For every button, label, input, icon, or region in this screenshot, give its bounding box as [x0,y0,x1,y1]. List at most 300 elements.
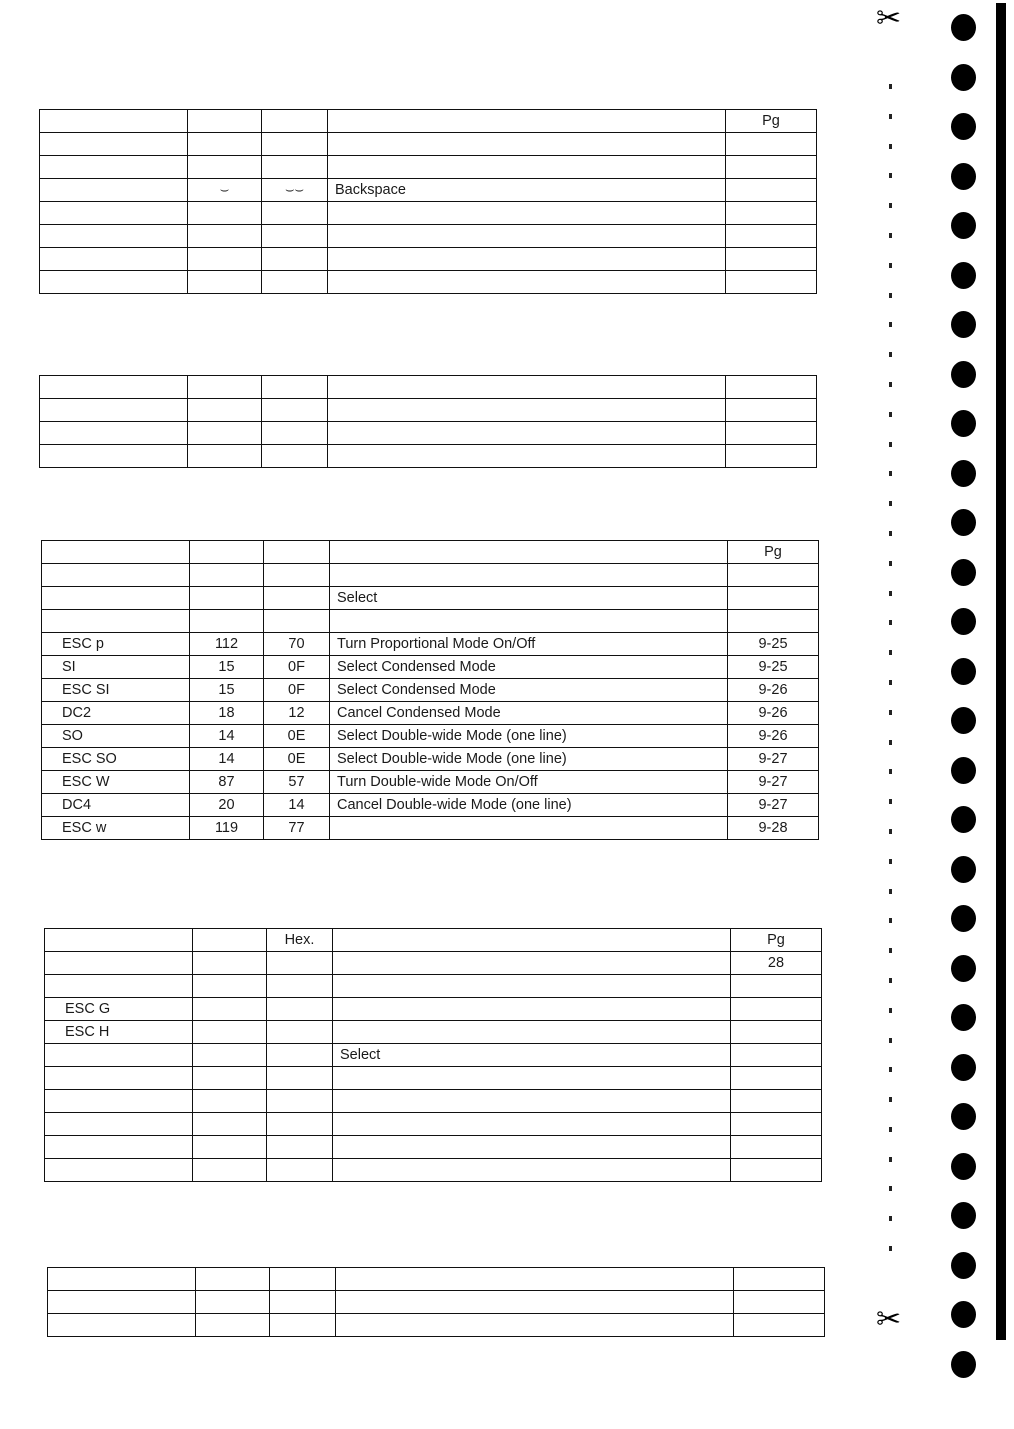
cell-desc: Turn Double-wide Mode On/Off [330,771,728,794]
cell-dec [188,399,262,422]
binder-hole-icon [951,1301,976,1328]
perforation-dot-icon [889,1008,892,1013]
table-row [45,1113,822,1136]
perforation-dot-icon [889,591,892,596]
cell-hex [264,564,330,587]
binder-hole-icon [951,658,976,685]
cell-pg [731,1090,822,1113]
cell-hex [262,248,328,271]
cell-dec: 14 [190,725,264,748]
perforation-dot-icon [889,203,892,208]
perforation-dot-icon [889,412,892,417]
binder-hole-icon [951,955,976,982]
cell-hex: 57 [264,771,330,794]
cell-dec: 15 [190,656,264,679]
cell-desc [328,156,726,179]
table-body [40,110,817,294]
cell-desc [328,445,726,468]
cell-desc [328,133,726,156]
cell-code: ESC p [42,633,190,656]
cell-pg [728,610,819,633]
table-row [42,564,819,587]
page-edge-bar [996,3,1006,1340]
cell-code [45,1044,193,1067]
cell-dec: 14 [190,748,264,771]
perforation-dot-icon [889,144,892,149]
cell-desc [330,817,728,840]
cell-code [48,1268,196,1291]
perforation-dot-icon [889,948,892,953]
perforation-dot-icon [889,1186,892,1191]
cell-hex [267,1159,333,1182]
cell-desc [333,998,731,1021]
cell-desc [328,225,726,248]
binder-hole-icon [951,1004,976,1031]
cell-desc: Select Condensed Mode [330,656,728,679]
table-row [45,952,822,975]
cell-desc [333,952,731,975]
cell-dec: 15 [190,679,264,702]
cell-desc [328,202,726,225]
cell-desc: Select Double-wide Mode (one line) [330,725,728,748]
table-cell [330,541,728,564]
table-cell [45,929,193,952]
table-row [48,1291,825,1314]
perforation-dot-icon [889,740,892,745]
cell-hex [262,202,328,225]
table-row [40,422,817,445]
table-row [40,179,817,202]
table-cell [262,110,328,133]
table-row [45,1044,822,1067]
table-body [48,1268,825,1337]
cell-dec [190,564,264,587]
hex-header: Hex. [267,929,333,952]
table-row [42,679,819,702]
table-row [45,1136,822,1159]
cell-code: ESC SO [42,748,190,771]
cell-pg [726,445,817,468]
cell-code [45,1067,193,1090]
cell-desc [328,399,726,422]
perforation-dot-icon [889,1246,892,1251]
cell-desc: Select Double-wide Mode (one line) [330,748,728,771]
cell-pg [726,399,817,422]
cell-hex [262,422,328,445]
cell-dec [193,998,267,1021]
cell-pg [731,1044,822,1067]
cell-pg: 9-26 [728,702,819,725]
command-table-5 [47,1267,825,1337]
cell-desc: Cancel Double-wide Mode (one line) [330,794,728,817]
command-table-4 [44,928,822,1182]
cell-dec [193,1021,267,1044]
cell-dec [196,1268,270,1291]
cell-hex [267,1136,333,1159]
perforation-dot-icon [889,918,892,923]
command-table-3 [41,540,819,840]
cell-desc [333,1113,731,1136]
cell-pg: 9-27 [728,748,819,771]
cell-desc [333,1090,731,1113]
table-row [48,1314,825,1337]
cell-dec: ⌣ [188,179,262,202]
table-header-row [45,929,822,952]
perforation-dot-icon [889,471,892,476]
table-row [42,656,819,679]
cell-hex [262,156,328,179]
cell-code: ESC SI [42,679,190,702]
binder-hole-icon [951,1153,976,1180]
cell-code: ESC H [45,1021,193,1044]
cell-pg: 9-25 [728,633,819,656]
perforation-dot-icon [889,293,892,298]
table-row [40,202,817,225]
binder-hole-icon [951,1252,976,1279]
perforation-dot-icon [889,531,892,536]
binder-hole-icon [951,856,976,883]
binder-hole-icon [951,64,976,91]
table-body [42,541,819,840]
cell-pg [726,271,817,294]
table-row [45,998,822,1021]
pg-header: Pg [731,929,822,952]
cell-code [45,1090,193,1113]
perforation-dot-icon [889,680,892,685]
cell-dec [188,422,262,445]
cell-code [45,952,193,975]
cell-code [42,564,190,587]
cell-pg [726,225,817,248]
cell-hex [262,271,328,294]
perforation-dot-icon [889,1216,892,1221]
binder-hole-icon [951,14,976,41]
cell-dec: 87 [190,771,264,794]
table-row [42,817,819,840]
table-row [40,133,817,156]
cell-dec [188,271,262,294]
cell-pg [734,1291,825,1314]
binder-hole-icon [951,361,976,388]
cell-hex [267,1044,333,1067]
cell-hex: 77 [264,817,330,840]
cell-code [40,133,188,156]
table-row [40,271,817,294]
cell-pg: 28 [731,952,822,975]
binder-hole-icon [951,1103,976,1130]
cell-desc: Cancel Condensed Mode [330,702,728,725]
binder-hole-icon [951,1351,976,1378]
table-row [40,156,817,179]
cell-desc [336,1268,734,1291]
perforation-dot-icon [889,829,892,834]
cell-pg [731,1159,822,1182]
table-row [42,702,819,725]
table-row [48,1268,825,1291]
table-cell [328,110,726,133]
cell-code [42,610,190,633]
table-cell [264,541,330,564]
cell-pg [734,1314,825,1337]
table-row [40,225,817,248]
cell-code: DC4 [42,794,190,817]
binder-hole-icon [951,757,976,784]
perforation-dot-icon [889,769,892,774]
cell-pg [726,133,817,156]
table-row [45,1090,822,1113]
cell-desc: Select [330,587,728,610]
perforation-dot-icon [889,114,892,119]
scissors-icon: ✂ [876,1303,902,1336]
cell-hex: 0F [264,679,330,702]
cell-hex [270,1291,336,1314]
cell-code [48,1291,196,1314]
cell-code: SI [42,656,190,679]
pg-header: Pg [726,110,817,133]
perforation-dot-icon [889,1127,892,1132]
cell-hex [270,1268,336,1291]
table-row [42,794,819,817]
cell-code [40,179,188,202]
cell-hex [267,975,333,998]
cell-hex [267,1021,333,1044]
perforation-dot-icon [889,889,892,894]
cell-dec [190,587,264,610]
table-header-row [42,541,819,564]
cell-code [40,225,188,248]
cell-pg [726,202,817,225]
table-row [42,610,819,633]
perforation-dot-icon [889,382,892,387]
binder-hole-icon [951,806,976,833]
perforation-dot-icon [889,1067,892,1072]
cell-desc: Backspace [328,179,726,202]
cell-pg [726,376,817,399]
cell-pg [726,156,817,179]
cell-hex [267,1090,333,1113]
cell-hex: 14 [264,794,330,817]
table-body [45,929,822,1182]
table-cell [40,110,188,133]
cell-dec [193,1113,267,1136]
cell-code: ESC w [42,817,190,840]
cell-code [45,1159,193,1182]
table-row [42,771,819,794]
cell-desc [333,1021,731,1044]
cell-hex [262,376,328,399]
table-row [42,725,819,748]
cell-dec [190,610,264,633]
perforation-dot-icon [889,233,892,238]
cell-code: SO [42,725,190,748]
cell-code: ESC W [42,771,190,794]
cell-dec [193,1090,267,1113]
cell-pg [731,1021,822,1044]
perforation-dot-icon [889,1097,892,1102]
cell-hex [267,998,333,1021]
table-row [45,975,822,998]
cell-desc [330,610,728,633]
cell-dec [188,133,262,156]
cell-pg [731,1067,822,1090]
table-body [40,376,817,468]
binder-hole-icon [951,113,976,140]
cell-hex: 0F [264,656,330,679]
table-cell [188,110,262,133]
cell-dec [188,202,262,225]
table-row [40,399,817,422]
cell-hex [262,445,328,468]
binder-hole-icon [951,905,976,932]
cell-dec [188,445,262,468]
table-row [40,248,817,271]
cell-dec [193,1159,267,1182]
cell-code [40,271,188,294]
cell-hex [262,399,328,422]
binder-hole-icon [951,262,976,289]
cell-hex: 12 [264,702,330,725]
cell-dec [188,248,262,271]
table-cell [333,929,731,952]
cell-dec: 20 [190,794,264,817]
cell-dec [188,156,262,179]
perforation-dot-icon [889,650,892,655]
cell-pg [731,1136,822,1159]
cell-pg [728,564,819,587]
perforation-line [887,84,895,1276]
binder-holes [951,14,981,1400]
cell-pg [731,1113,822,1136]
table-row [40,376,817,399]
pg-header: Pg [728,541,819,564]
cell-pg [734,1268,825,1291]
binder-hole-icon [951,212,976,239]
cell-hex: ⌣⌣ [262,179,328,202]
perforation-dot-icon [889,620,892,625]
cell-pg [726,422,817,445]
perforation-dot-icon [889,84,892,89]
cell-hex [267,1067,333,1090]
cell-pg [726,248,817,271]
cell-dec [193,1067,267,1090]
cell-dec [196,1314,270,1337]
cell-hex [264,610,330,633]
cell-hex [270,1314,336,1337]
perforation-dot-icon [889,263,892,268]
cell-dec [193,952,267,975]
cell-pg: 9-27 [728,794,819,817]
table-cell [193,929,267,952]
table-row [42,587,819,610]
binder-hole-icon [951,163,976,190]
perforation-dot-icon [889,1157,892,1162]
cell-dec [196,1291,270,1314]
cell-desc: Select [333,1044,731,1067]
cell-code [48,1314,196,1337]
perforation-dot-icon [889,799,892,804]
cell-pg: 9-26 [728,725,819,748]
cell-code [45,1136,193,1159]
binder-hole-icon [951,559,976,586]
cell-hex: 0E [264,725,330,748]
perforation-dot-icon [889,1038,892,1043]
perforation-dot-icon [889,322,892,327]
table-row [42,748,819,771]
cell-desc [333,1067,731,1090]
table-row [45,1021,822,1044]
cell-hex [262,133,328,156]
cell-desc: Select Condensed Mode [330,679,728,702]
cell-code [40,399,188,422]
cell-desc [328,422,726,445]
binder-hole-icon [951,1054,976,1081]
binder-hole-icon [951,410,976,437]
perforation-dot-icon [889,978,892,983]
cell-hex [267,952,333,975]
cell-dec: 119 [190,817,264,840]
cell-desc [336,1314,734,1337]
cell-dec [193,1136,267,1159]
perforation-dot-icon [889,710,892,715]
cell-code [40,156,188,179]
table-header-row [40,110,817,133]
cell-dec: 112 [190,633,264,656]
cell-code [40,445,188,468]
perforation-dot-icon [889,442,892,447]
perforation-dot-icon [889,173,892,178]
cell-hex: 0E [264,748,330,771]
cell-code [40,202,188,225]
cell-desc [333,975,731,998]
scissors-icon: ✂ [876,2,902,35]
cell-desc [333,1136,731,1159]
binder-hole-icon [951,707,976,734]
perforation-dot-icon [889,859,892,864]
cell-code [42,587,190,610]
cell-desc [330,564,728,587]
binder-hole-icon [951,311,976,338]
cell-pg: 9-26 [728,679,819,702]
cell-code [40,248,188,271]
table-row [40,445,817,468]
cell-desc [328,376,726,399]
command-table-1 [39,109,817,294]
cell-desc [328,271,726,294]
cell-hex [262,225,328,248]
cell-code [40,422,188,445]
table-row [42,633,819,656]
cell-pg: 9-27 [728,771,819,794]
cell-desc [333,1159,731,1182]
cell-pg: 9-28 [728,817,819,840]
cell-dec [193,975,267,998]
cell-desc: Turn Proportional Mode On/Off [330,633,728,656]
binder-hole-icon [951,608,976,635]
cell-pg [726,179,817,202]
perforation-dot-icon [889,352,892,357]
cell-pg [731,998,822,1021]
cell-desc [328,248,726,271]
cell-code [40,376,188,399]
cell-dec: 18 [190,702,264,725]
table-row [45,1159,822,1182]
cell-hex [264,587,330,610]
cell-code: DC2 [42,702,190,725]
table-row [45,1067,822,1090]
cell-pg [728,587,819,610]
table-cell [190,541,264,564]
perforation-dot-icon [889,501,892,506]
